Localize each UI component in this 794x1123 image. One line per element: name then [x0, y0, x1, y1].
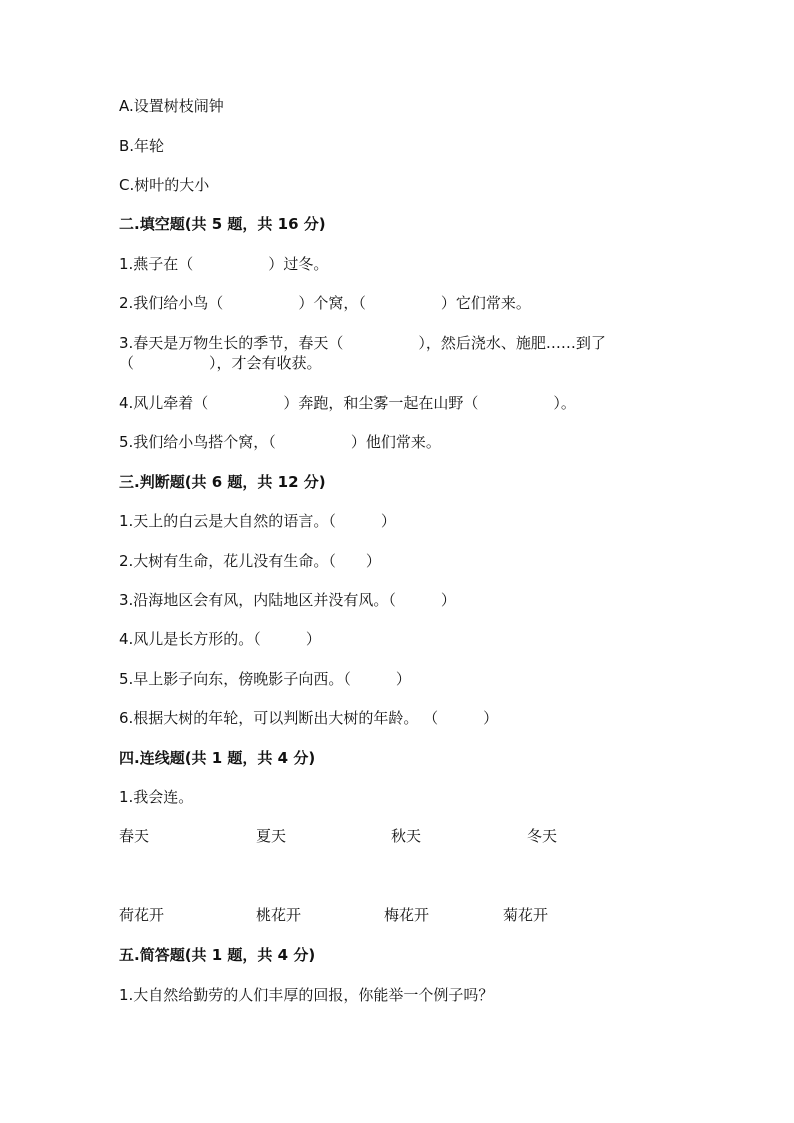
judge-question-1: 1.天上的白云是大自然的语言。（ ） — [119, 512, 396, 530]
match-flower-lotus[interactable]: 荷花开 — [119, 906, 165, 924]
choice-a: A.设置树枝闹钟 — [119, 97, 224, 115]
judge-question-2: 2.大树有生命，花儿没有生命。（ ） — [119, 552, 381, 570]
judge-question-4: 4.风儿是长方形的。（ ） — [119, 630, 321, 648]
fill-question-3-cont: （ ），才会有收获。 — [119, 354, 322, 372]
section-heading-short: 五.简答题(共 1 题，共 4 分) — [119, 946, 316, 964]
section-heading-fill: 二.填空题(共 5 题，共 16 分) — [119, 215, 326, 233]
fill-question-1: 1.燕子在（ ）过冬。 — [119, 255, 329, 273]
judge-question-6: 6.根据大树的年轮，可以判断出大树的年龄。 （ ） — [119, 709, 499, 727]
short-question-1: 1.大自然给勤劳的人们丰厚的回报，你能举一个例子吗？ — [119, 986, 494, 1004]
match-season-spring[interactable]: 春天 — [119, 827, 150, 845]
match-flower-peach[interactable]: 桃花开 — [256, 906, 302, 924]
fill-question-2: 2.我们给小鸟（ ）个窝，（ ）它们常来。 — [119, 294, 531, 312]
fill-question-5: 5.我们给小鸟搭个窝，（ ）他们常来。 — [119, 433, 441, 451]
judge-question-5: 5.早上影子向东，傍晚影子向西。（ ） — [119, 670, 411, 688]
choice-b: B.年轮 — [119, 137, 165, 155]
match-flower-plum[interactable]: 梅花开 — [384, 906, 430, 924]
fill-question-4: 4.风儿牵着（ ）奔跑，和尘雾一起在山野（ ）。 — [119, 394, 576, 412]
fill-question-3: 3.春天是万物生长的季节，春天（ ），然后浇水、施肥……到了 — [119, 334, 606, 352]
match-flower-chrysanthemum[interactable]: 菊花开 — [503, 906, 549, 924]
judge-question-3: 3.沿海地区会有风，内陆地区并没有风。（ ） — [119, 591, 456, 609]
match-season-summer[interactable]: 夏天 — [256, 827, 287, 845]
match-season-winter[interactable]: 冬天 — [527, 827, 558, 845]
choice-c: C.树叶的大小 — [119, 176, 210, 194]
match-season-autumn[interactable]: 秋天 — [391, 827, 422, 845]
match-prompt: 1.我会连。 — [119, 788, 194, 806]
section-heading-match: 四.连线题(共 1 题，共 4 分) — [119, 749, 316, 767]
section-heading-judge: 三.判断题(共 6 题，共 12 分) — [119, 473, 326, 491]
